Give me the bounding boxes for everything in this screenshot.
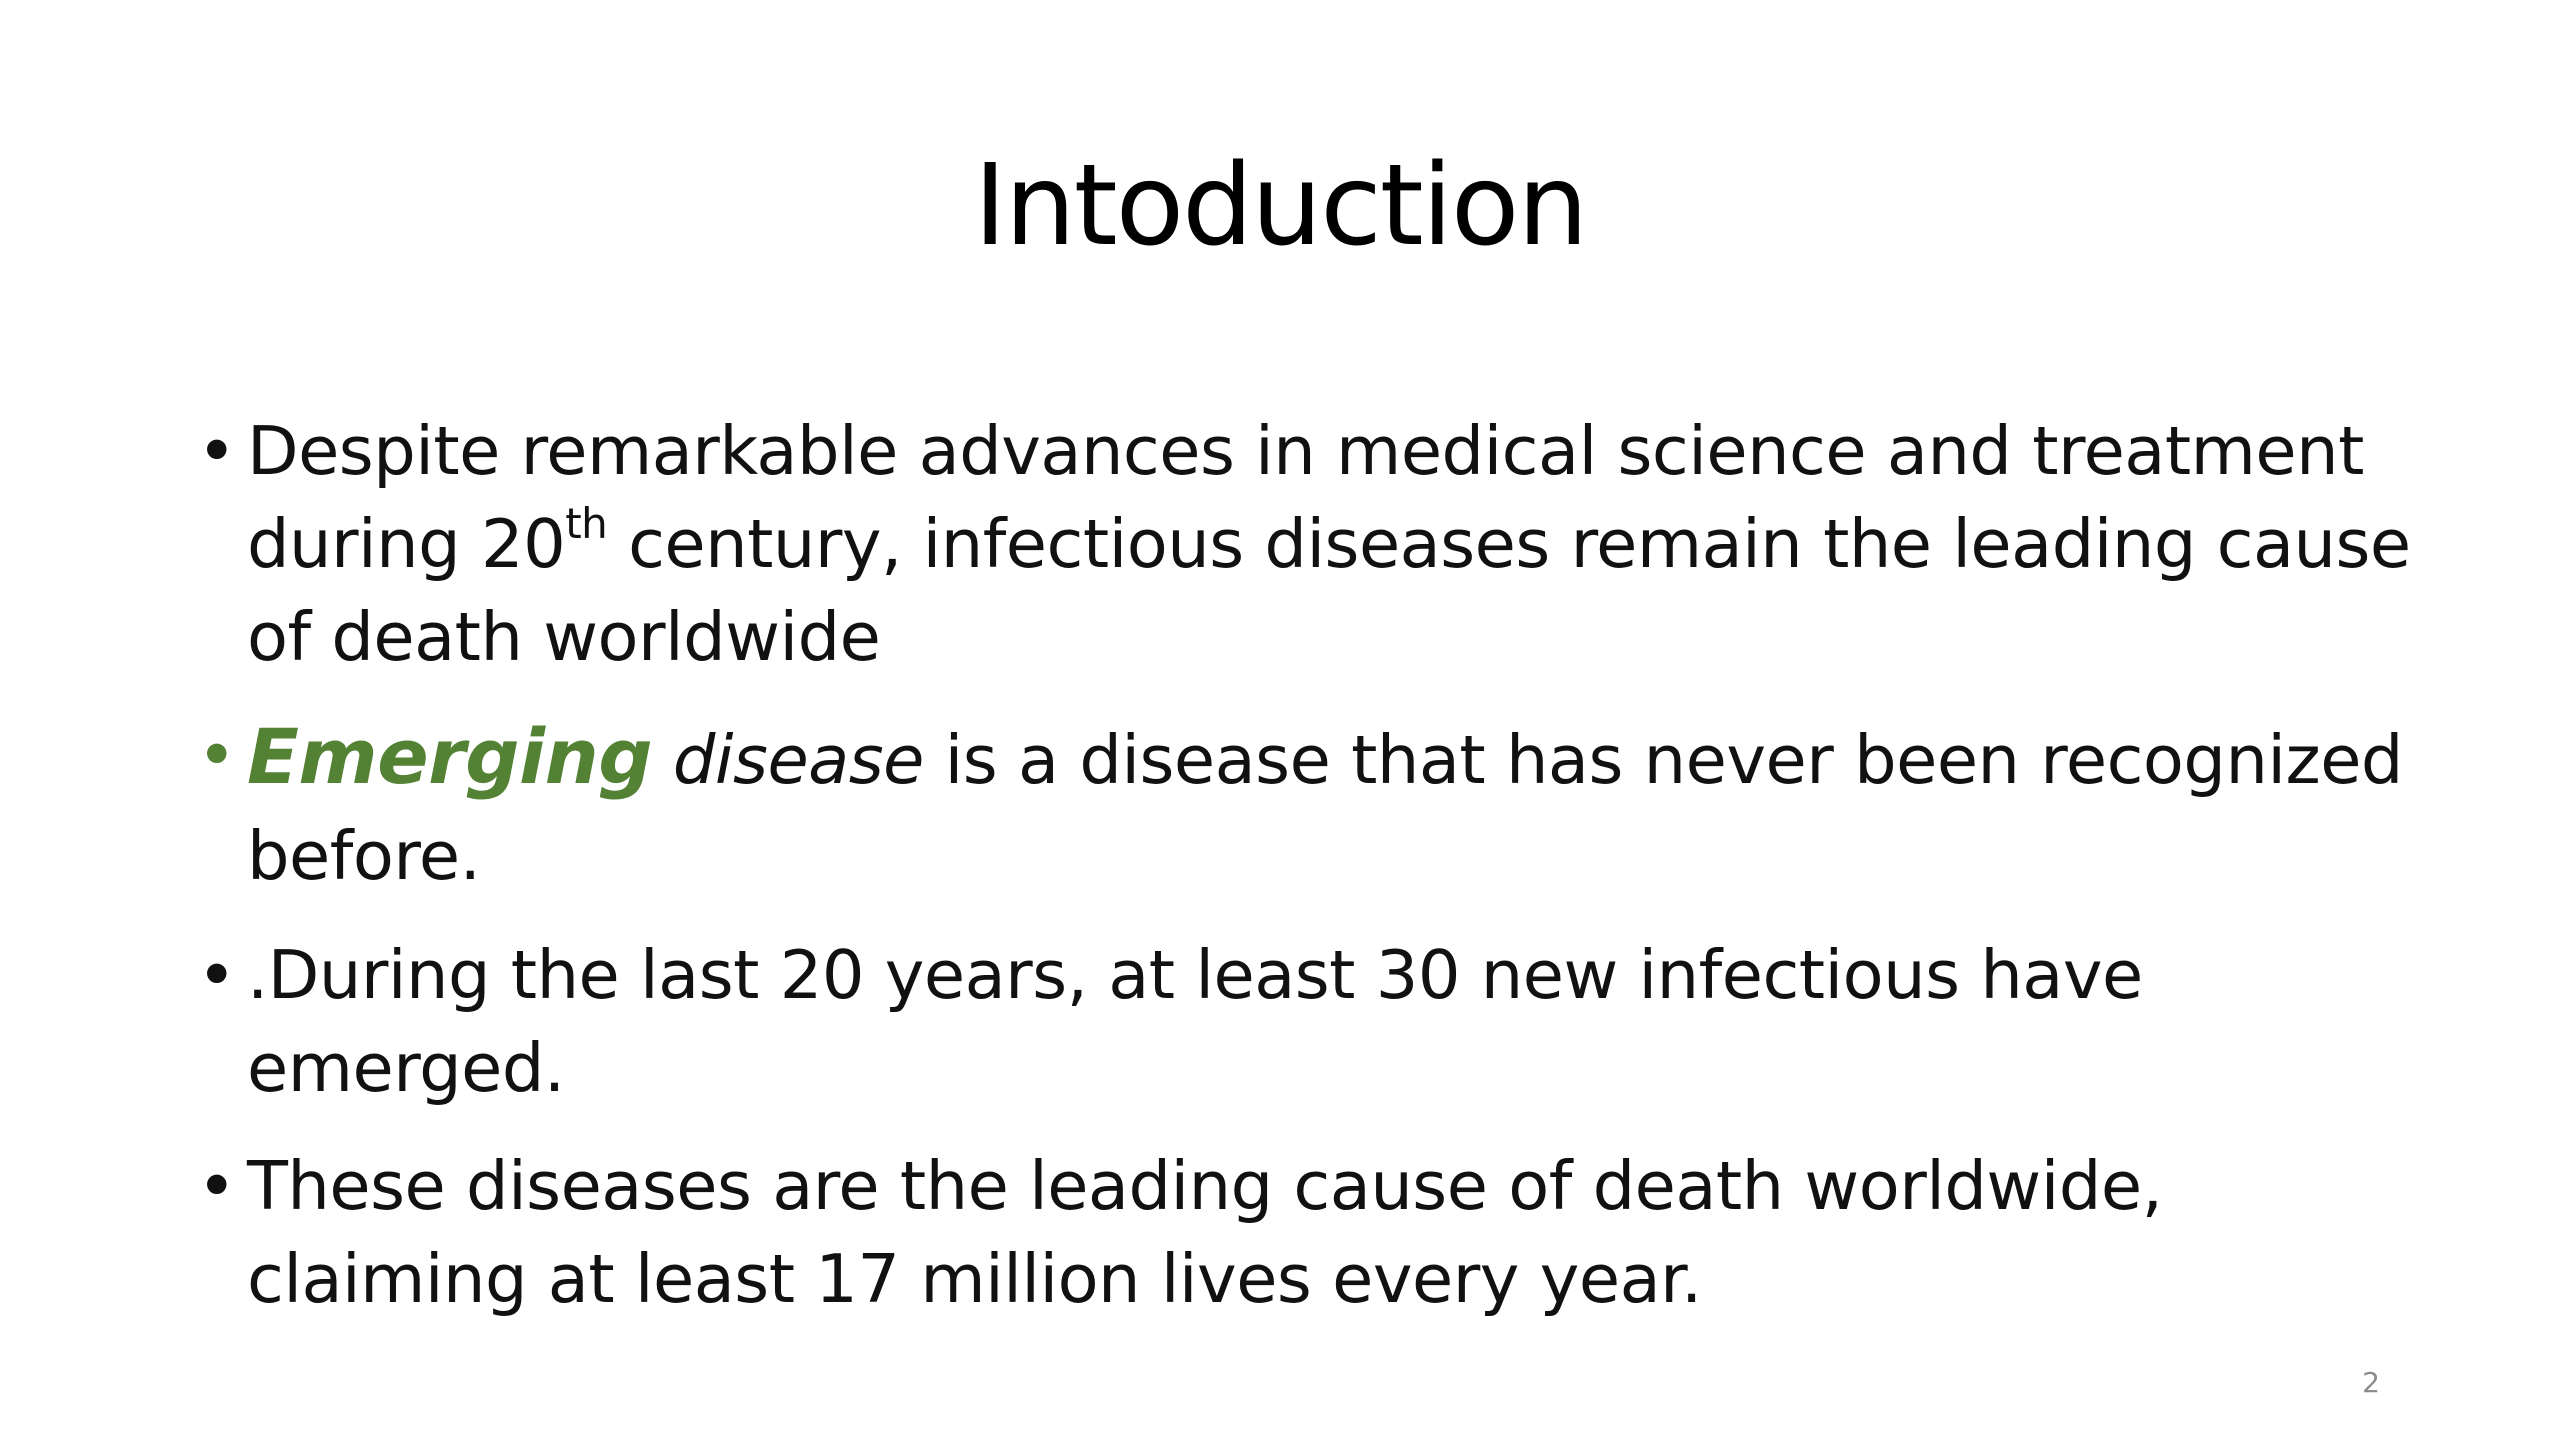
bullet-3-text: .During the last 20 years, at least 30 new infectious have emerged.	[247, 936, 2143, 1107]
page-number: 2	[2362, 1366, 2380, 1399]
bullet-1-text-end: century, infectious diseases remain the leading cause of death worldwide	[247, 505, 2411, 676]
disease-italic: disease	[652, 721, 924, 799]
emerging-emphasis: Emerging	[247, 712, 653, 801]
bullet-marker: •	[197, 936, 237, 1014]
bullet-1-text-start: Despite remarkable advances in medical science and treatment during 20	[247, 412, 2364, 583]
bullet-4-text: These diseases are the leading cause of death worldwide, claiming at least 17 million lives every year.	[247, 1147, 2163, 1318]
bullet-item-3	[197, 929, 2427, 1115]
bullet-item-2	[197, 709, 2427, 904]
bullet-item-1	[197, 405, 2427, 684]
bullet-marker: •	[197, 412, 237, 490]
bullet-marker: •	[197, 1147, 237, 1225]
bullet-item-4	[197, 1140, 2427, 1326]
bullet-2-text: is a disease that has never been recognized before.	[247, 721, 2403, 895]
slide-title: Intoduction	[973, 141, 1587, 271]
bullet-list	[197, 405, 2427, 1351]
bullet-marker: •	[197, 716, 237, 794]
ordinal-superscript: th	[565, 498, 608, 548]
